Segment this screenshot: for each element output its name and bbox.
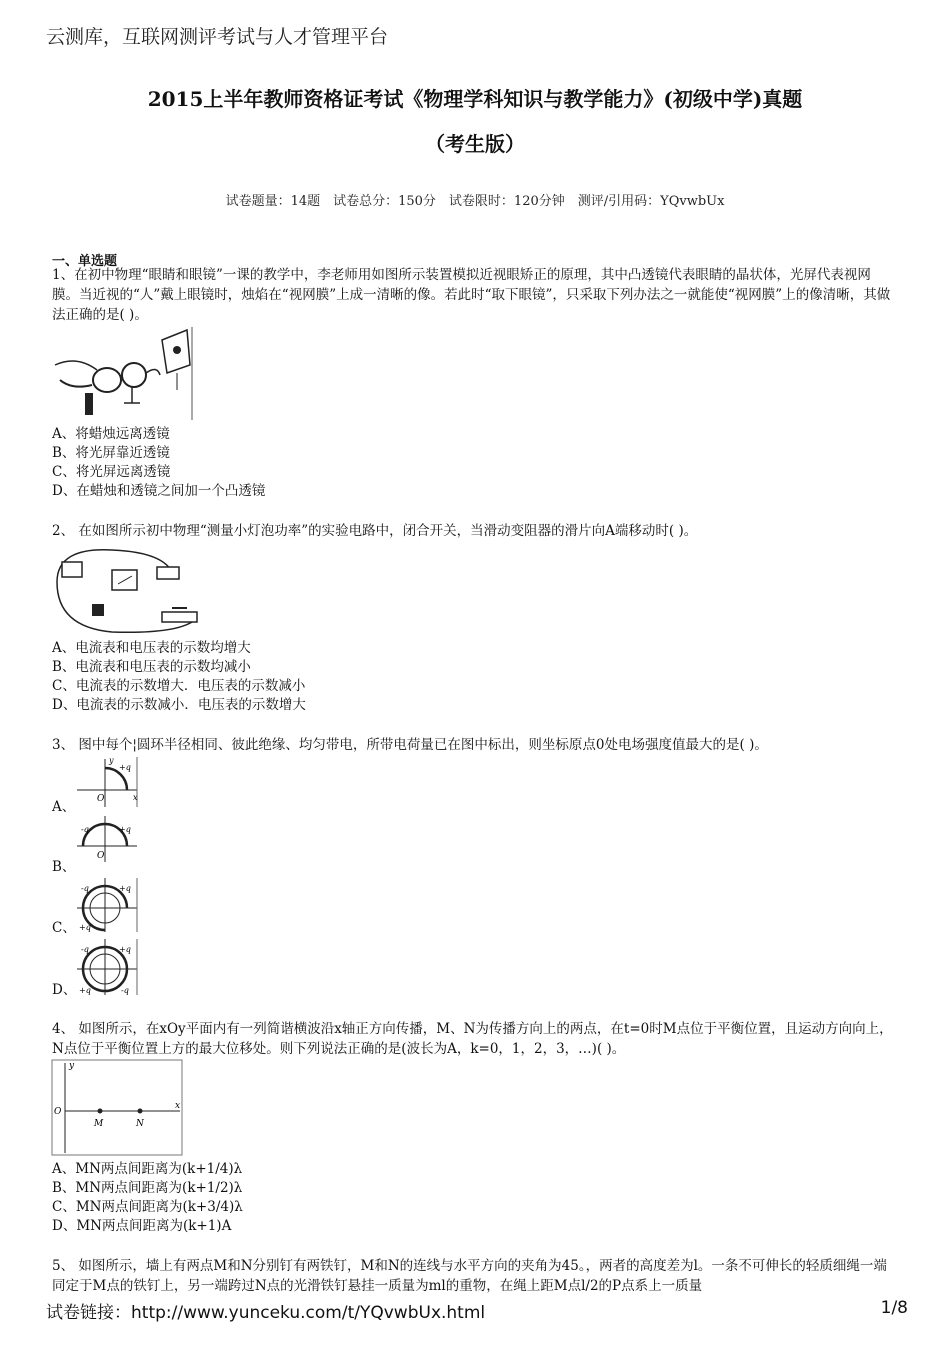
label-y: y [69, 1061, 75, 1071]
label-plus-q: +q [79, 923, 91, 932]
question-2-option-c[interactable]: C、电流表的示数增大．电压表的示数减小 [52, 678, 306, 694]
label-y: y [109, 756, 114, 765]
question-4-option-c[interactable]: C、MN两点间距离为(k+3/4)λ [52, 1199, 243, 1215]
question-2-text: 2、 在如图所示初中物理“测量小灯泡功率”的实验电路中，闭合开关，当滑动变阻器的滑片向A端移动时( )。 [52, 523, 698, 539]
label-n: N [136, 1119, 144, 1129]
label-origin: O [54, 1107, 62, 1117]
question-3-figure-c [75, 876, 143, 934]
question-1-option-a[interactable]: A、将蜡烛远离透镜 [52, 426, 170, 442]
question-3-option-b[interactable]: B、 [52, 859, 76, 875]
label-plus-q: +q [119, 763, 131, 772]
label-plus-q: +q [119, 884, 131, 893]
question-3-option-c[interactable]: C、 [52, 920, 76, 936]
footer-link[interactable]: 试卷链接：http://www.yunceku.com/t/YQvwbUx.html [46, 1303, 486, 1323]
question-4-option-a[interactable]: A、MN两点间距离为(k+1/4)λ [52, 1161, 243, 1177]
question-1-figure [52, 325, 197, 425]
question-1-text: 1、在初中物理“眼睛和眼镜”一课的教学中，李老师用如图所示装置模拟近视眼矫正的原理，其中凸透镜代表眼睛的晶状体，光屏代表视网膜。当近视的“人”戴上眼镜时，烛焰在“视网膜”上成一清晰的像。若此时“取下眼镜”，只采取下列办法之一就能使“视网膜”上的像清晰，其做法正确的是( )。 [52, 267, 891, 323]
question-2-option-a[interactable]: A、电流表和电压表的示数均增大 [52, 640, 251, 656]
question-5-text: 5、 如图所示，墙上有两点M和N分别钉有两铁钉，M和N的连线与水平方向的夹角为45。，两者的高度差为l。一条不可伸长的轻质细绳一端同定于M点的铁钉上，另一端跨过N点的光滑铁钉悬挂一质量为ml的重物，在绳上距M点l/2的P点系上一质量 [52, 1258, 887, 1294]
label-minus-q: -q [81, 945, 89, 954]
label-minus-q: -q [81, 825, 89, 834]
question-2-option-d[interactable]: D、电流表的示数减小．电压表的示数增大 [52, 697, 306, 713]
label-plus-q: +q [79, 986, 91, 995]
label-plus-q: +q [119, 945, 131, 954]
question-1-option-c[interactable]: C、将光屏远离透镜 [52, 464, 171, 480]
page-number: 1/8 [880, 1298, 908, 1318]
label-x: x [133, 793, 138, 802]
label-m: M [94, 1119, 104, 1129]
label-origin: O [97, 851, 105, 861]
label-plus-q: +q [119, 825, 131, 834]
question-3-option-a[interactable]: A、 [52, 799, 76, 815]
label-minus-q: -q [81, 884, 89, 893]
label-origin: O [97, 794, 105, 804]
label-x: x [175, 1101, 181, 1111]
question-1-option-b[interactable]: B、将光屏靠近透镜 [52, 445, 170, 461]
question-3-option-d[interactable]: D、 [52, 982, 77, 998]
question-3-text: 3、 图中每个¦圆环半径相同、彼此绝缘、均匀带电，所带电荷量已在图中标出，则坐标原点0处电场强度值最大的是( )。 [52, 737, 768, 753]
question-4-option-b[interactable]: B、MN两点间距离为(k+1/2)λ [52, 1180, 243, 1196]
exam-subtitle: （考生版） [425, 132, 525, 156]
exam-meta: 试卷题量：14题 试卷总分：150分 试卷限时：120分钟 测评/引用码：YQvwbUx [225, 194, 725, 209]
question-4-text: 4、 如图所示，在xOy平面内有一列简谐横波沿x轴正方向传播，M、N为传播方向上的两点，在t=0时M点位于平衡位置，且运动方向向上，N点位于平衡位置上方的最大位移处。则下列说法正确的是(波长为A，k=0，1，2，3，…)( )。 [52, 1021, 893, 1057]
exam-title: 2015上半年教师资格证考试《物理学科知识与教学能力》(初级中学)真题 [147, 87, 803, 111]
question-3-figure-a [75, 755, 143, 810]
section-heading: 一、单选题 [52, 254, 118, 269]
question-4-option-d[interactable]: D、MN两点间距离为(k+1)A [52, 1218, 232, 1234]
site-header: 云测库，互联网测评考试与人才管理平台 [46, 26, 389, 48]
question-1-option-d[interactable]: D、在蜡烛和透镜之间加一个凸透镜 [52, 483, 266, 499]
question-3-figure-b [75, 814, 143, 864]
question-2-option-b[interactable]: B、电流表和电压表的示数均减小 [52, 659, 251, 675]
label-minus-q: -q [121, 986, 129, 995]
question-2-figure [52, 542, 202, 642]
question-3-figure-d [75, 937, 143, 997]
question-4-figure [50, 1058, 190, 1158]
